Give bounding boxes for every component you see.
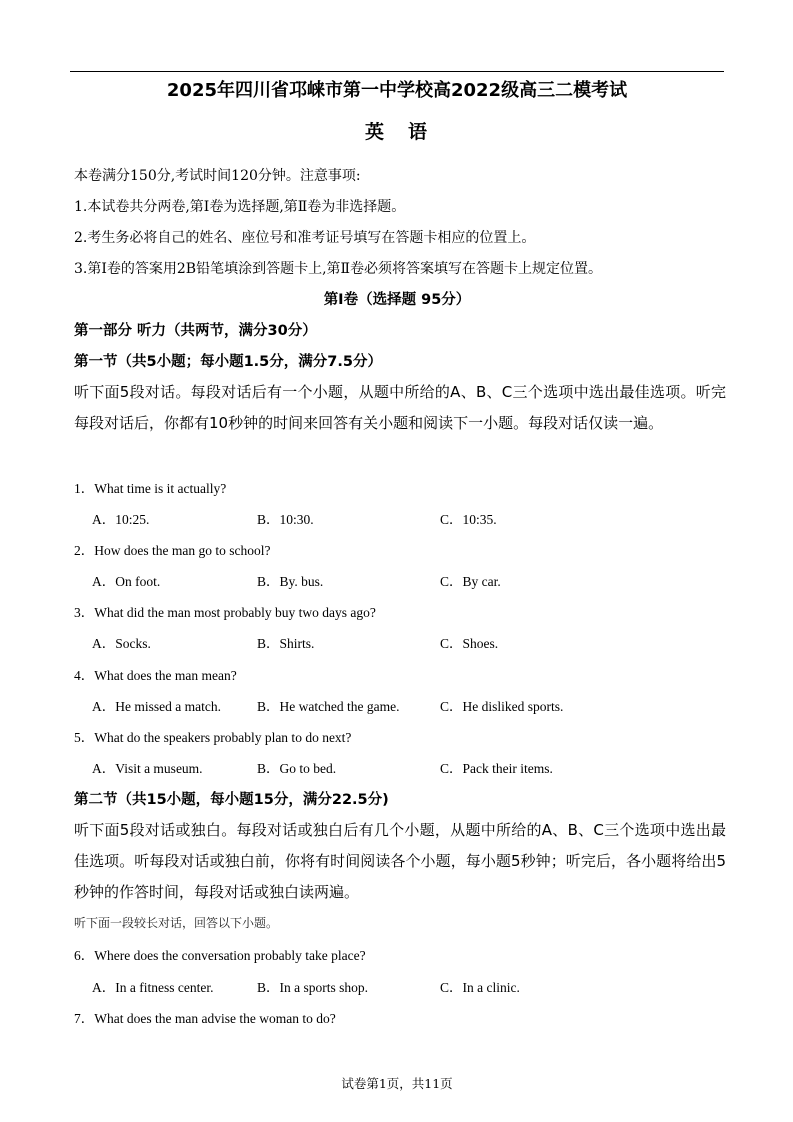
question-stem: 7．What does the man advise the woman to do? (74, 1011, 336, 1026)
option-c: C．In a clinic. (440, 980, 520, 995)
subject-char-1: 英 (364, 121, 386, 143)
question-stem: 6．Where does the conversation probably take place? (74, 948, 366, 963)
option-c: C．By car. (440, 574, 501, 589)
option-b: B．Shirts. (257, 636, 315, 651)
option-c: C．He disliked sports. (440, 699, 564, 714)
question-stem: 5．What do the speakers probably plan to do next? (74, 730, 352, 745)
option-c: C．Shoes. (440, 636, 499, 651)
option-b: B．In a sports shop. (257, 980, 368, 995)
section2-directions: 听下面5段对话或独白。每段对话或独白后有几个小题，从题中所给的A、B、C三个选项中选出最佳选项。听每段对话或独白前，你将有时间阅读各个小题，每小题5秒钟；听完后，各小题将给出5秒钟的作答时间，每段对话或独白读两遍。 (74, 821, 726, 901)
section1-heading: 第一节（共5小题；每小题1.5分，满分7.5分） (74, 354, 382, 370)
option-a: A．Socks. (92, 636, 151, 651)
instruction-item: 3.第Ⅰ卷的答案用2B铅笔填涂到答题卡上,第Ⅱ卷必须将答案填写在答题卡上规定位置。 (74, 261, 603, 277)
option-b: B．He watched the game. (257, 699, 400, 714)
option-b: B．By. bus. (257, 574, 324, 589)
exam-title: 2025年四川省邛崃市第一中学校高2022级高三二模考试 (166, 80, 628, 101)
subject-char-2: 语 (408, 121, 430, 143)
option-a: A．On foot. (92, 574, 161, 589)
option-b: B．Go to bed. (257, 761, 337, 776)
question-stem: 4．What does the man mean? (74, 668, 237, 683)
option-b: B．10:30. (257, 512, 314, 527)
option-c: C．Pack their items. (440, 761, 553, 776)
option-c: C．10:35. (440, 512, 497, 527)
option-a: A．10:25. (92, 512, 150, 527)
question-stem: 1．What time is it actually? (74, 481, 227, 496)
section1-directions: 听下面5段对话。每段对话后有一个小题，从题中所给的A、B、C三个选项中选出最佳选项。听完每段对话后，你都有10秒钟的时间来回答有关小题和阅读下一小题。每段对话仅读一遍。 (74, 383, 726, 432)
page-footer: 试卷第1页，共11页 (341, 1076, 453, 1091)
listening-note: 听下面一段较长对话，回答以下小题。 (74, 916, 279, 930)
subject-title (70, 121, 724, 143)
section2-heading: 第二节（共15小题，每小题15分，满分22.5分) (74, 792, 389, 808)
volume-title: 第I卷（选择题 95分） (323, 292, 471, 308)
top-rule (70, 71, 724, 72)
question-stem: 2．How does the man go to school? (74, 543, 271, 558)
part1-heading: 第一部分 听力（共两节，满分30分） (74, 323, 317, 339)
option-a: A．Visit a museum. (92, 761, 203, 776)
instruction-item: 1.本试卷共分两卷,第Ⅰ卷为选择题,第Ⅱ卷为非选择题。 (74, 199, 406, 215)
instructions-intro: 本卷满分150分,考试时间120分钟。注意事项: (74, 168, 361, 184)
option-a: A．He missed a match. (92, 699, 221, 714)
option-a: A．In a fitness center. (92, 980, 214, 995)
instruction-item: 2.考生务必将自己的姓名、座位号和准考证号填写在答题卡相应的位置上。 (74, 230, 536, 246)
question-stem: 3．What did the man most probably buy two days ago? (74, 605, 376, 620)
